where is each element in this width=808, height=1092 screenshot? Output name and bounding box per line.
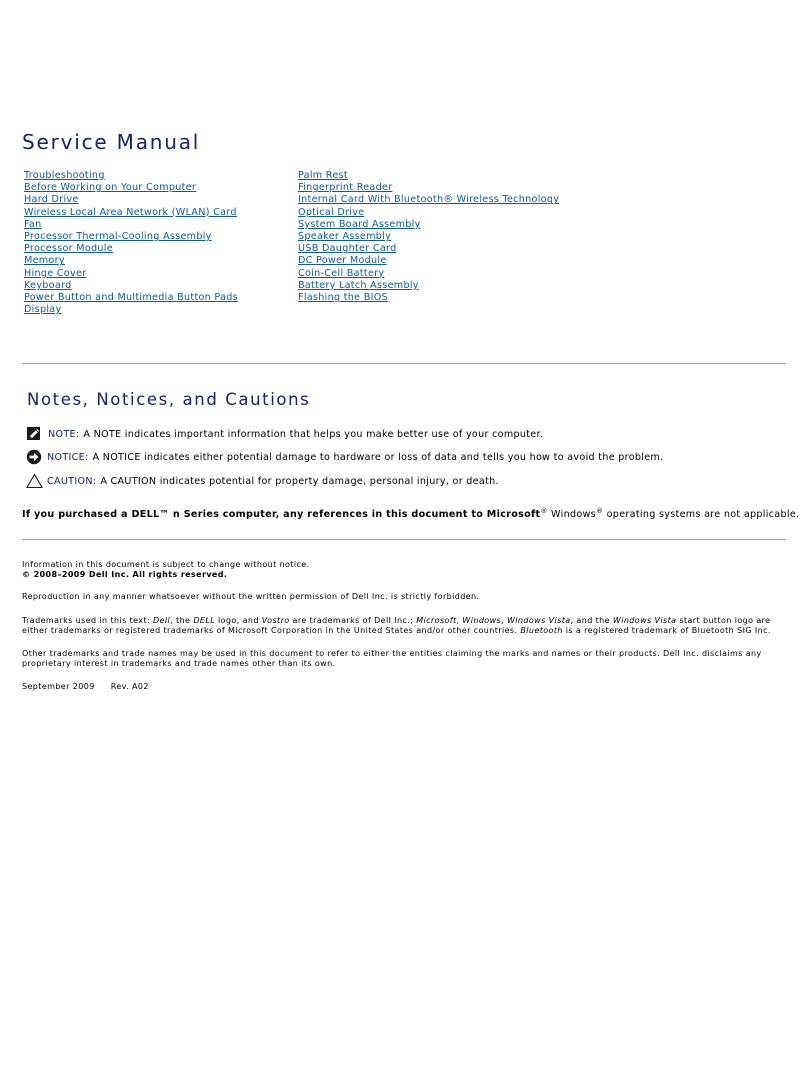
tm-windows-vista: Windows Vista xyxy=(507,616,571,625)
toc-link-processor-module[interactable]: Processor Module xyxy=(24,243,113,255)
registered-mark: ® xyxy=(595,507,604,515)
note-text: A NOTE indicates important information that helps you make better use of your computer. xyxy=(83,428,544,440)
notice-arrow-icon xyxy=(26,449,42,465)
toc-link-bluetooth-card[interactable]: Internal Card With Bluetooth® Wireless Technology xyxy=(298,194,560,206)
note-label: NOTE: xyxy=(48,428,80,440)
notice-label: NOTICE: xyxy=(47,451,89,463)
toc-right-column xyxy=(298,170,559,304)
toc-link-troubleshooting[interactable]: Troubleshooting xyxy=(24,170,105,181)
toc-link-before-working[interactable]: Before Working on Your Computer xyxy=(24,182,197,194)
toc-link-flashing-bios[interactable]: Flashing the BIOS xyxy=(298,292,388,304)
tm-windows: Windows xyxy=(462,616,502,625)
toc-link-memory[interactable]: Memory xyxy=(24,255,65,267)
note-pencil-icon xyxy=(26,426,42,442)
notes-heading: Notes, Notices, and Cautions xyxy=(27,390,311,409)
toc-link-coin-cell-battery[interactable]: Coin-Cell Battery xyxy=(298,267,385,279)
caution-row xyxy=(26,473,499,489)
caution-text: A CAUTION indicates potential for property damage, personal injury, or death. xyxy=(100,475,499,487)
note-row xyxy=(26,426,543,442)
tm-text: start button logo are either trademarks or registered trademarks of Microsoft Corporation in the United States and/or other countries. xyxy=(22,616,771,635)
toc-link-display[interactable]: Display xyxy=(24,304,62,316)
trademarks-notice xyxy=(22,616,782,636)
tm-text: , and the xyxy=(570,616,613,625)
page-title: Service Manual xyxy=(22,130,201,154)
purchase-text-b: Windows xyxy=(547,509,596,521)
toc-link-usb-daughter-card[interactable]: USB Daughter Card xyxy=(298,243,397,255)
toc-link-power-button[interactable]: Power Button and Multimedia Button Pads xyxy=(24,292,238,304)
divider xyxy=(22,363,786,364)
tm-text: Trademarks used in this text: xyxy=(22,616,154,625)
tm-text: , the xyxy=(170,616,194,625)
toc-link-hard-drive[interactable]: Hard Drive xyxy=(24,194,79,206)
revision-line xyxy=(22,682,782,692)
notice-text: A NOTICE indicates either potential damage to hardware or loss of data and tells you how to avoid the problem. xyxy=(92,451,664,463)
caution-label: CAUTION: xyxy=(47,475,97,487)
toc-link-palm-rest[interactable]: Palm Rest xyxy=(298,170,348,181)
registered-mark: ® xyxy=(540,507,548,515)
toc-link-optical-drive[interactable]: Optical Drive xyxy=(298,206,365,218)
tm-text: , xyxy=(456,616,463,625)
tm-dell-logo: DELL xyxy=(193,616,216,625)
tm-text: are trademarks of Dell Inc.; xyxy=(289,616,417,625)
toc-link-keyboard[interactable]: Keyboard xyxy=(24,279,72,291)
tm-text: is a registered trademark of Bluetooth SIG Inc. xyxy=(562,626,771,635)
copyright: © 2008–2009 Dell Inc. All rights reserved. xyxy=(22,570,228,579)
tm-microsoft: Microsoft xyxy=(416,616,457,625)
toc-link-thermal-cooling[interactable]: Processor Thermal-Cooling Assembly xyxy=(24,231,212,243)
tm-dell: Dell xyxy=(153,616,171,625)
purchase-text-a: If you purchased a DELL™ n Series computer, any references in this document to Microsoft xyxy=(22,509,541,521)
tm-bluetooth: Bluetooth xyxy=(520,626,563,635)
toc-link-system-board[interactable]: System Board Assembly xyxy=(298,218,421,230)
toc-link-battery-latch[interactable]: Battery Latch Assembly xyxy=(298,279,419,291)
n-series-statement xyxy=(22,507,799,520)
toc-link-dc-power-module[interactable]: DC Power Module xyxy=(298,255,387,267)
publication-date: September 2009 xyxy=(22,682,95,691)
caution-triangle-icon xyxy=(26,473,42,489)
tm-text: logo, and xyxy=(215,616,262,625)
purchase-text-c: operating systems are not applicable. xyxy=(603,509,800,521)
tm-text: , xyxy=(501,616,507,625)
toc-link-fan[interactable]: Fan xyxy=(24,218,42,230)
toc-link-fingerprint-reader[interactable]: Fingerprint Reader xyxy=(298,182,393,194)
toc-left-column xyxy=(24,170,238,316)
revision: Rev. A02 xyxy=(110,682,149,691)
toc-link-speaker-assembly[interactable]: Speaker Assembly xyxy=(298,231,392,243)
toc-link-hinge-cover[interactable]: Hinge Cover xyxy=(24,267,87,279)
change-notice: Information in this document is subject to change without notice. xyxy=(22,560,310,569)
legal-info xyxy=(22,560,782,580)
divider xyxy=(22,539,786,540)
tm-windows-vista: Windows Vista xyxy=(612,616,677,625)
notice-row xyxy=(26,449,663,465)
reproduction-notice: Reproduction in any manner whatsoever without the written permission of Dell Inc. is strictly forbidden. xyxy=(22,592,480,601)
other-trademarks-notice: Other trademarks and trade names may be used in this document to refer to either the entities claiming the marks and names or their products. Dell Inc. disclaims any proprietary interest in trademarks and trade names other than its own. xyxy=(22,649,762,668)
tm-vostro: Vostro xyxy=(261,616,290,625)
toc-link-wlan-card[interactable]: Wireless Local Area Network (WLAN) Card xyxy=(24,206,237,218)
